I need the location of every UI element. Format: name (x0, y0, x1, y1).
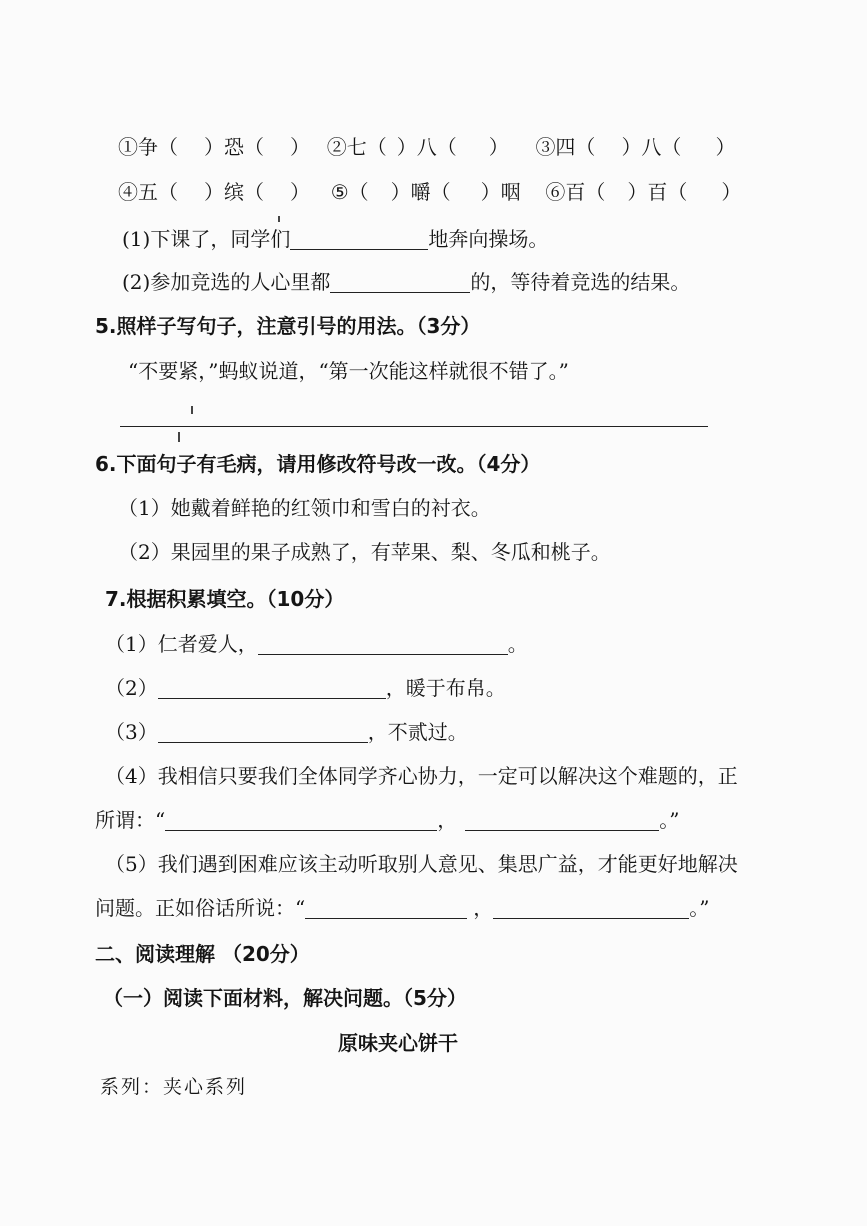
scan-mark (191, 406, 193, 414)
q4-blank-2[interactable] (330, 270, 470, 293)
q4-item-6: ⑥百（ ）百（ ） (545, 180, 742, 204)
q6-sentence-1: （1）她戴着鲜艳的红领巾和雪白的衬衣。 (118, 496, 491, 520)
product-name: 原味夹心饼干 (338, 1031, 458, 1055)
q7-blank-4a[interactable] (165, 808, 437, 831)
q7-blank-4b[interactable] (465, 808, 659, 831)
q7-item-2: （2） ，暖于布帛。 (105, 676, 506, 700)
q7-blank-1[interactable] (258, 632, 508, 655)
product-series: 系列：夹心系列 (100, 1076, 248, 1098)
q4-item-5: ⑤（ ）嚼（ ）咽 (330, 180, 521, 204)
q7-blank-3[interactable] (158, 720, 368, 743)
q7-blank-2[interactable] (158, 676, 386, 699)
q5-title: 5.照样子写句子，注意引号的用法。（3分） (95, 314, 481, 338)
part2-title: 二、阅读理解 （20分） (95, 942, 310, 966)
q7-blank-5b[interactable] (493, 896, 689, 919)
q7-item-5-line-2: 问题。正如俗话所说：“ ， 。” (95, 896, 710, 920)
q7-blank-5a[interactable] (305, 896, 467, 919)
q4-item-3: ③四（ ）八（ ） (535, 135, 736, 159)
q7-item-3: （3） ，不贰过。 (105, 720, 468, 744)
q7-item-1: （1）仁者爱人， 。 (105, 632, 528, 656)
scan-mark (278, 216, 280, 222)
q7-item-4-line-1: （4）我相信只要我们全体同学齐心协力，一定可以解决这个难题的，正 (105, 764, 738, 788)
q7-item-5-line-1: （5）我们遇到困难应该主动听取别人意见、集思广益，才能更好地解决 (105, 852, 738, 876)
q6-title: 6.下面句子有毛病，请用修改符号改一改。（4分） (95, 452, 541, 476)
part2-subsection-title: （一）阅读下面材料，解决问题。（5分） (103, 986, 467, 1010)
q4-item-4: ④五（ ）缤（ ） (118, 180, 310, 204)
q4-options-row-1 (118, 133, 735, 161)
q6-sentence-2: （2）果园里的果子成熟了，有苹果、梨、冬瓜和桃子。 (118, 540, 611, 564)
q4-item-1: ①争（ ）恐（ ） (118, 135, 310, 159)
q7-title: 7.根据积累填空。（10分） (105, 587, 345, 611)
q4-sentence-1: (1)下课了，同学们 地奔向操场。 (122, 227, 549, 251)
q7-item-4-line-2: 所谓：“ ， 。” (95, 808, 680, 832)
q4-item-2: ②七（ ）八（ ） (326, 135, 509, 159)
q5-answer-line[interactable] (120, 426, 708, 427)
scan-mark (178, 432, 180, 442)
q4-options-row-2 (118, 178, 741, 206)
q4-blank-1[interactable] (290, 227, 428, 250)
q4-sentence-2: (2)参加竞选的人心里都 的，等待着竞选的结果。 (122, 270, 691, 294)
q5-example: “不要紧，”蚂蚁说道，“第一次能这样就很不错了。” (128, 359, 569, 383)
